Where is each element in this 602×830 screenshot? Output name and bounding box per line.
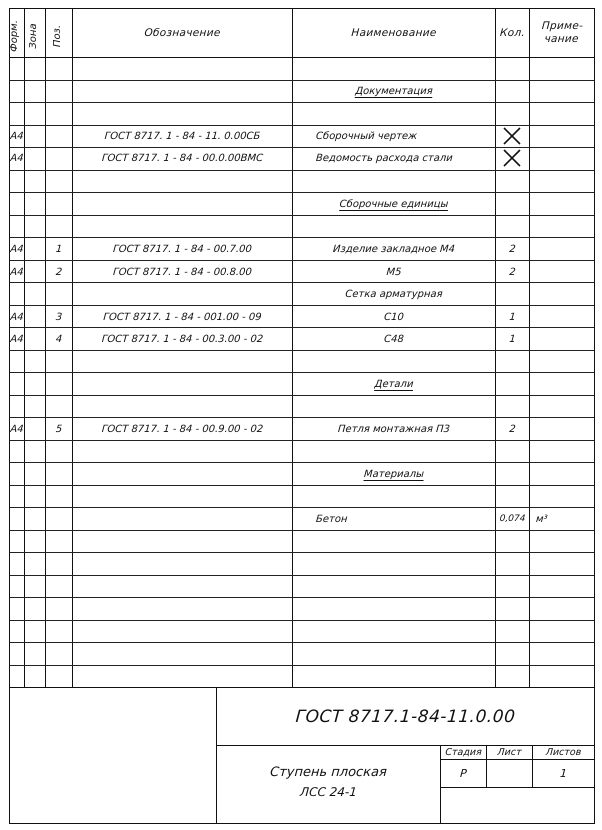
row-separator-line	[10, 440, 594, 441]
header-designation: Обозначение	[143, 27, 221, 39]
row-format: А4	[10, 243, 24, 255]
row-name: Изделие закладное М4	[332, 243, 456, 255]
row-separator-line	[10, 395, 594, 396]
sheet-label: Лист	[497, 747, 522, 758]
header-bottom-line	[10, 57, 594, 58]
row-name: С10	[383, 311, 405, 323]
row-name: Бетон	[315, 513, 348, 525]
row-separator-line	[10, 485, 594, 486]
section-parts: Детали	[374, 378, 414, 390]
row-separator-line	[10, 215, 594, 216]
document-code: ГОСТ 8717.1-84-11.0.00	[294, 707, 517, 727]
row-note: м³	[535, 513, 548, 525]
row-designation: ГОСТ 8717. 1 - 84 - 11. 0.00СБ	[104, 130, 261, 142]
row-format: А4	[10, 333, 24, 345]
row-name: Сборочный чертеж	[315, 130, 418, 142]
row-position: 4	[55, 333, 63, 345]
header-position: Поз.	[52, 24, 63, 48]
header-quantity: Кол.	[499, 27, 526, 39]
col-divider-format	[24, 9, 25, 687]
row-name: Ведомость расхода стали	[315, 152, 454, 164]
section-documentation: Документация	[354, 85, 434, 97]
row-format: А4	[10, 423, 24, 435]
header-format: Форм.	[9, 20, 20, 52]
col-divider-quantity	[529, 9, 530, 687]
product-name: Ступень плоская	[269, 764, 388, 780]
row-designation: ГОСТ 8717. 1 - 84 - 00.8.00	[112, 266, 253, 278]
row-separator-line	[10, 552, 594, 553]
title-block-values-line	[440, 787, 594, 788]
row-format: А4	[10, 311, 24, 323]
stage-label: Стадия	[444, 747, 483, 758]
specification-sheet	[9, 8, 595, 824]
row-separator-line	[10, 642, 594, 643]
row-quantity: 2	[508, 266, 517, 278]
row-name: С48	[383, 333, 405, 345]
product-mark: ЛСС 24-1	[299, 785, 358, 799]
row-separator-line	[10, 350, 594, 351]
row-separator-line	[10, 665, 594, 666]
row-position: 1	[55, 243, 63, 255]
row-format: А4	[10, 130, 24, 142]
sheet-value	[486, 760, 533, 787]
row-quantity: 2	[508, 243, 517, 255]
row-format: А4	[10, 152, 24, 164]
row-quantity: 1	[508, 333, 517, 345]
row-designation: ГОСТ 8717. 1 - 84 - 00.7.00	[112, 243, 253, 255]
row-separator-line	[10, 575, 594, 576]
sheets-label: Листов	[545, 747, 582, 758]
row-designation: ГОСТ 8717. 1 - 84 - 00.3.00 - 02	[101, 333, 264, 345]
row-name: Петля монтажная П3	[337, 423, 451, 435]
sheets-value: 1	[559, 767, 568, 780]
row-separator-line	[10, 597, 594, 598]
row-name: М5	[386, 266, 402, 278]
row-designation: ГОСТ 8717. 1 - 84 - 00.9.00 - 02	[101, 423, 264, 435]
header-note: Приме- чание	[541, 20, 584, 45]
title-block-top-line	[10, 687, 594, 688]
header-name: Наименование	[350, 27, 438, 39]
cross-mark-icon	[503, 149, 521, 167]
header-zone: Зона	[28, 23, 39, 49]
section-assembly-units: Сборочные единицы	[339, 198, 449, 210]
row-designation: ГОСТ 8717. 1 - 84 - 001.00 - 09	[103, 311, 262, 323]
row-separator-line	[10, 170, 594, 171]
row-designation: ГОСТ 8717. 1 - 84 - 00.0.00ВМС	[101, 152, 264, 164]
section-materials: Материалы	[363, 468, 425, 480]
cross-mark-icon	[503, 127, 521, 145]
row-format: А4	[10, 266, 24, 278]
row-quantity: 1	[508, 311, 517, 323]
row-quantity: 0,074	[499, 514, 526, 524]
row-position: 2	[55, 266, 63, 278]
row-position: 3	[55, 311, 63, 323]
row-quantity: 2	[508, 423, 517, 435]
stage-value: Р	[459, 767, 468, 780]
row-separator-line	[10, 530, 594, 531]
row-separator-line	[10, 102, 594, 103]
row-name: Сетка арматурная	[344, 288, 443, 300]
row-position: 5	[55, 423, 63, 435]
row-separator-line	[10, 620, 594, 621]
